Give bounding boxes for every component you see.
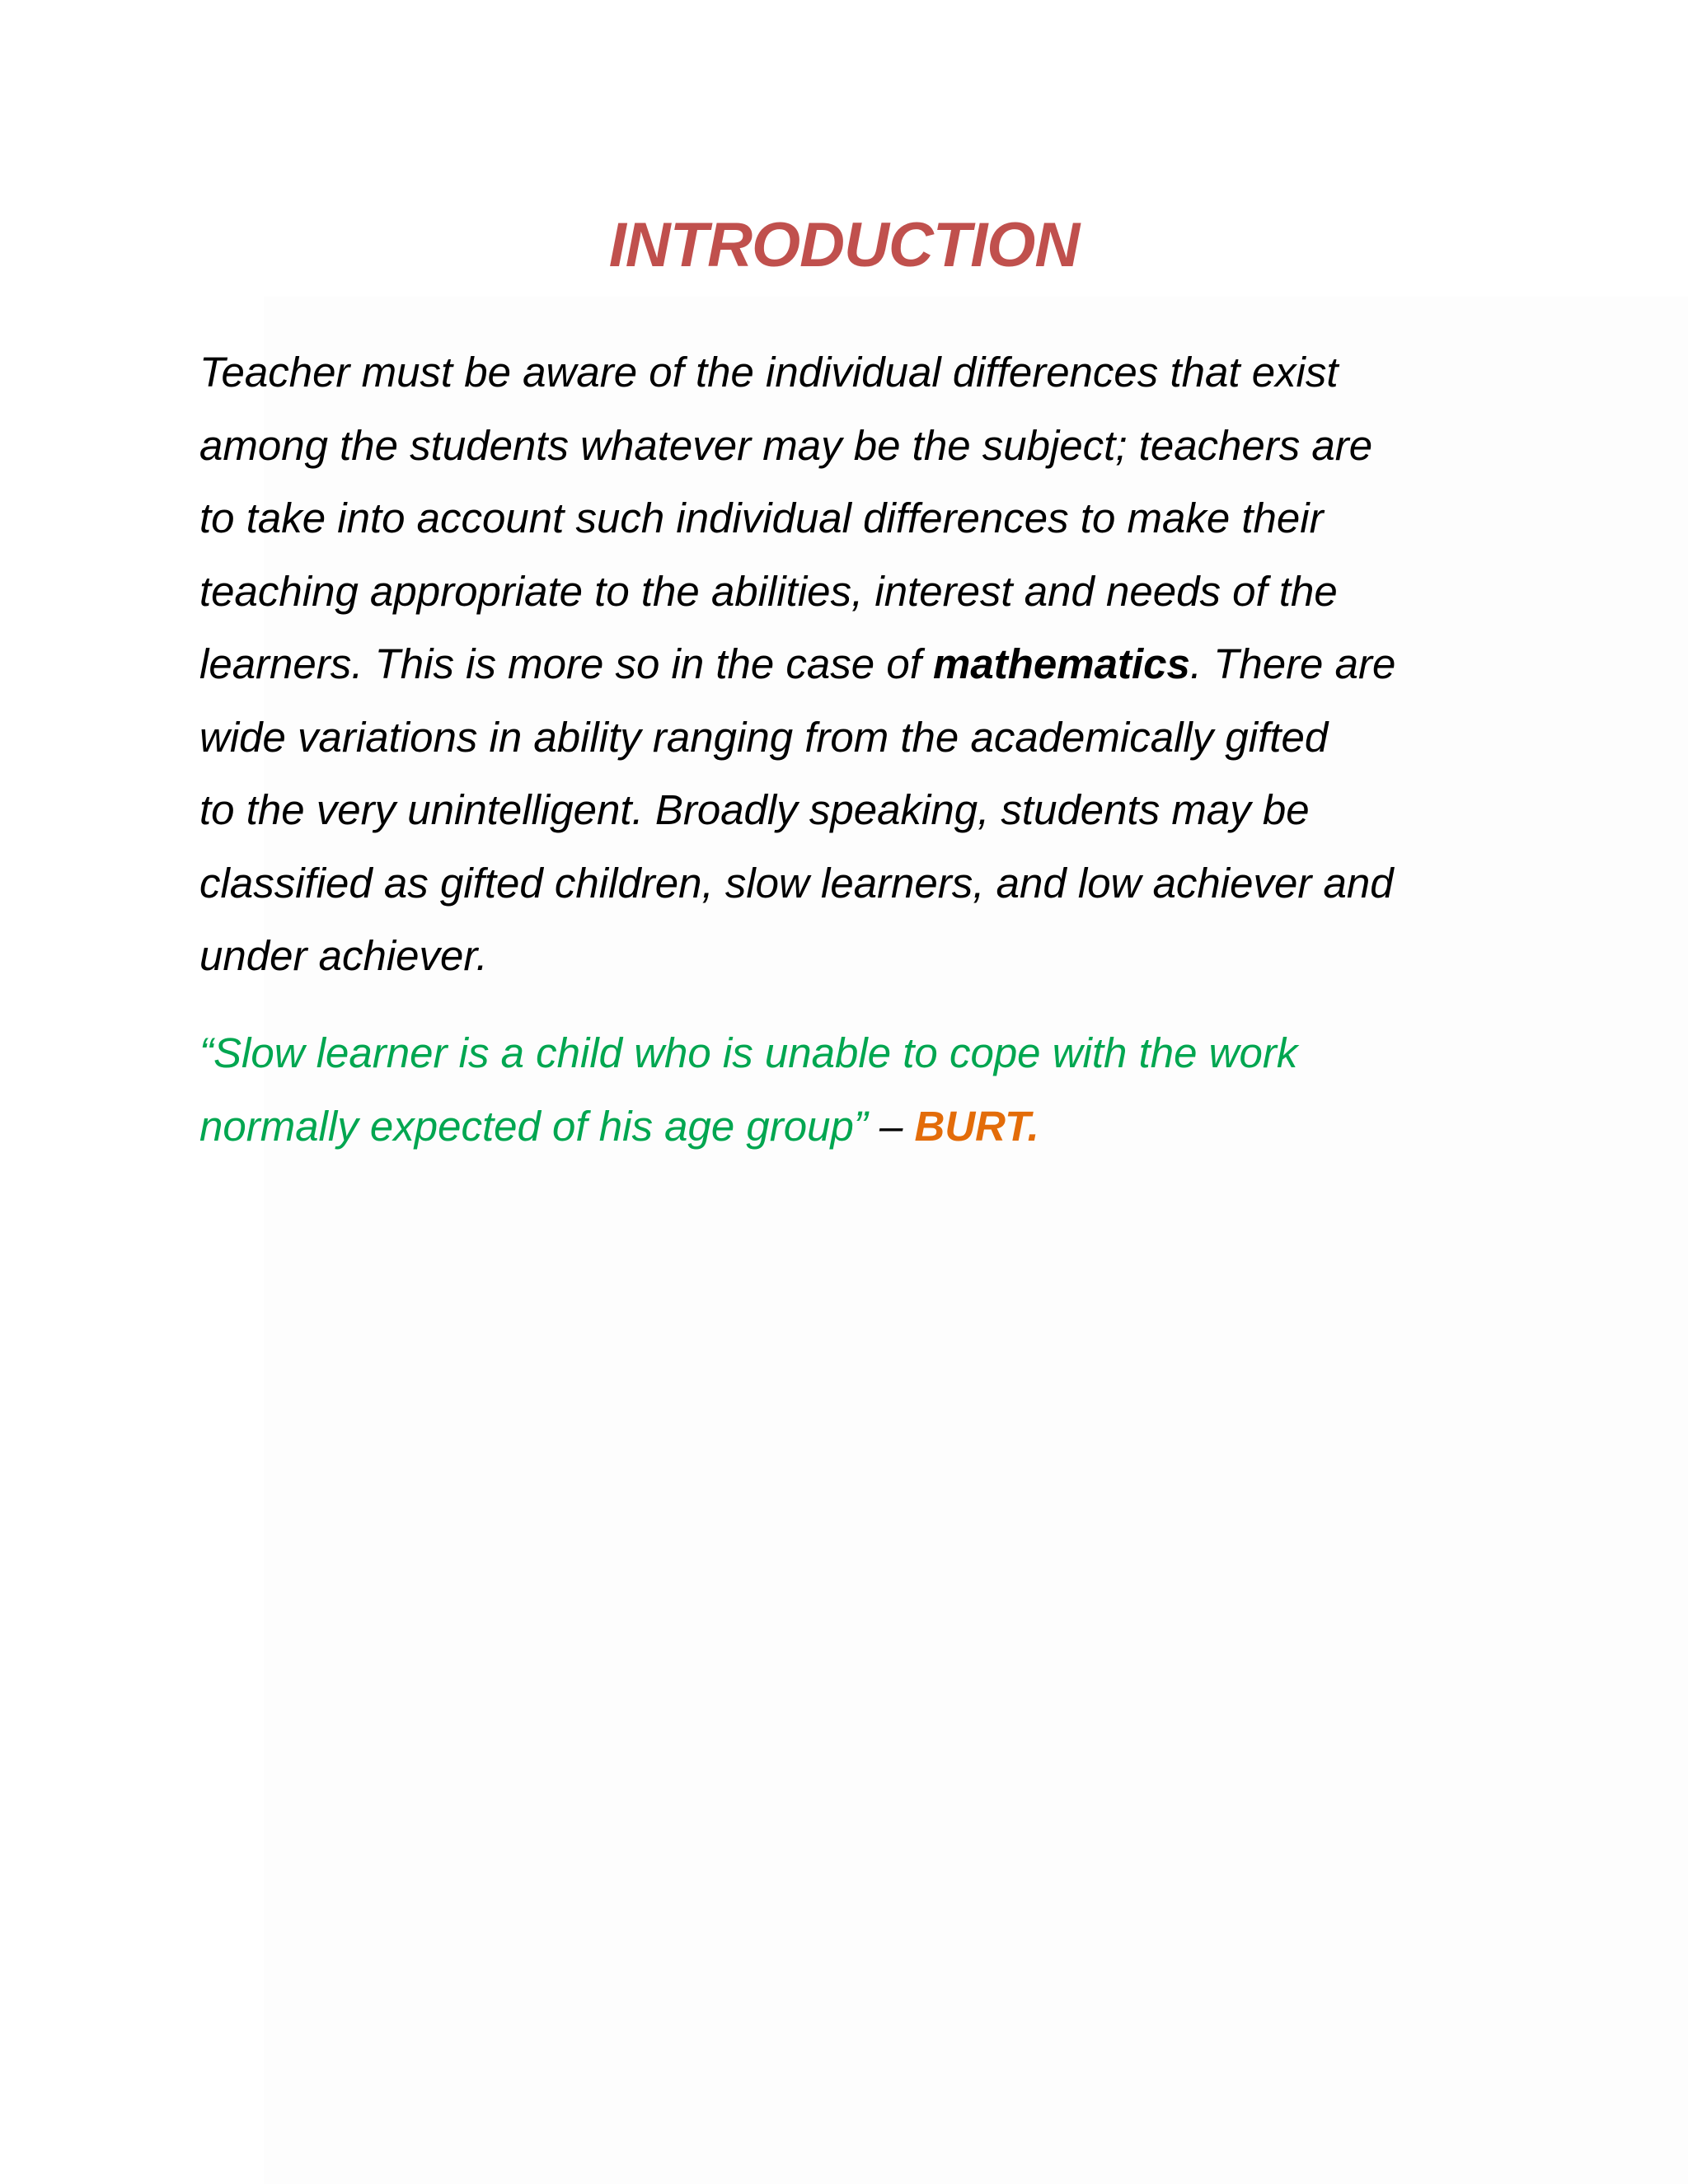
paragraph-line-7: to the very unintelligent. Broadly speaking, students may be [199,786,1310,833]
page-title: INTRODUCTION [608,210,1080,280]
paragraph-line-1: Teacher must be aware of the individual differences that exist [199,349,1339,396]
paragraph-line-4: teaching appropriate to the abilities, interest and needs of the [199,567,1338,615]
quote-dash: – [867,1102,915,1150]
quote-line-2 [199,1090,1551,1164]
paragraph-line-6: wide variations in ability ranging from the academically gifted [199,713,1329,761]
quote-line-1: “Slow learner is a child who is unable to cope with the work [199,1029,1298,1076]
paragraph-line-3: to take into account such individual differences to make their [199,494,1324,541]
paragraph-line-5 [199,628,1551,701]
intro-paragraph [199,336,1551,993]
paragraph-line-2: among the students whatever may be the subject; teachers are [199,421,1373,469]
line5-after: . There are [1189,640,1396,687]
quote-line-2-text: normally expected of his age group” [199,1102,868,1150]
mathematics-emphasis: mathematics [933,640,1190,687]
quote-block [199,1017,1551,1163]
line5-before: learners. This is more so in the case of [199,640,934,687]
paragraph-line-9: under achiever. [199,932,488,979]
quote-author: BURT. [914,1102,1039,1150]
paragraph-line-8: classified as gifted children, slow learners, and low achiever and [199,859,1394,907]
